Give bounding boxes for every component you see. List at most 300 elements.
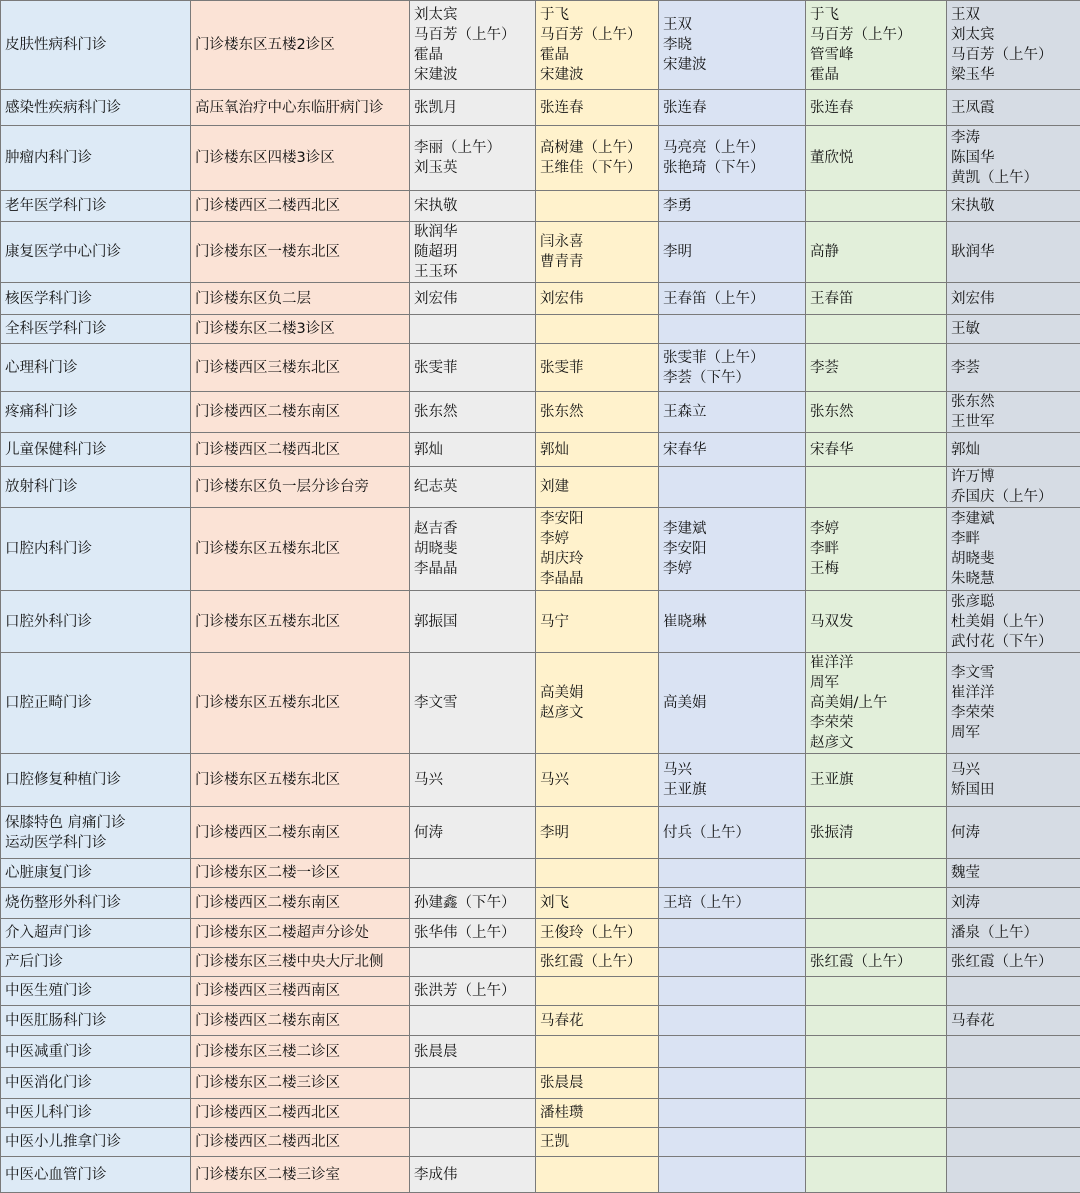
day-4-cell xyxy=(806,1,947,90)
clinic-text: 中医肛肠科门诊 xyxy=(5,1011,186,1031)
day-2-text: 王维佳（下午） xyxy=(540,158,654,178)
location-text: 门诊楼西区二楼西北区 xyxy=(195,1132,405,1152)
table-row xyxy=(1,1006,1080,1036)
day-4-cell xyxy=(806,888,947,919)
clinic-cell xyxy=(1,222,191,283)
day-3-cell xyxy=(659,591,806,653)
day-1-cell xyxy=(410,433,536,467)
location-text: 门诊楼西区二楼东南区 xyxy=(195,1011,405,1031)
day-4-text: 李婷 xyxy=(810,519,942,539)
clinic-cell xyxy=(1,467,191,508)
clinic-cell xyxy=(1,283,191,315)
day-4-text: 于飞 xyxy=(810,5,942,25)
day-3-cell xyxy=(659,392,806,433)
day-2-text: 王俊玲（上午） xyxy=(540,923,654,943)
clinic-cell xyxy=(1,1099,191,1128)
day-2-text: 马兴 xyxy=(540,770,654,790)
table-row xyxy=(1,888,1080,919)
day-5-text: 张红霞（上午） xyxy=(951,952,1076,972)
day-5-text: 刘宏伟 xyxy=(951,289,1076,309)
day-5-cell xyxy=(947,1099,1080,1128)
clinic-text: 心理科门诊 xyxy=(5,358,186,378)
day-1-cell xyxy=(410,807,536,859)
day-5-cell xyxy=(947,344,1080,392)
clinic-text: 介入超声门诊 xyxy=(5,923,186,943)
day-2-cell xyxy=(536,1128,659,1157)
day-2-cell xyxy=(536,392,659,433)
day-5-text: 李涛 xyxy=(951,128,1076,148)
day-1-cell xyxy=(410,1128,536,1157)
day-3-text: 李安阳 xyxy=(663,539,801,559)
day-2-text: 张雯菲 xyxy=(540,358,654,378)
day-1-cell xyxy=(410,591,536,653)
clinic-cell xyxy=(1,919,191,948)
table-row xyxy=(1,344,1080,392)
day-3-cell xyxy=(659,344,806,392)
location-cell xyxy=(191,919,410,948)
day-5-text: 潘泉（上午） xyxy=(951,923,1076,943)
location-cell xyxy=(191,508,410,591)
location-text: 门诊楼西区二楼东南区 xyxy=(195,823,405,843)
day-2-text: 刘宏伟 xyxy=(540,289,654,309)
day-5-text: 黄凯（上午） xyxy=(951,168,1076,188)
day-5-cell xyxy=(947,591,1080,653)
table-row xyxy=(1,467,1080,508)
day-3-cell xyxy=(659,919,806,948)
day-5-cell xyxy=(947,508,1080,591)
location-cell xyxy=(191,1006,410,1036)
day-1-text: 郭灿 xyxy=(414,440,531,460)
day-5-cell xyxy=(947,1006,1080,1036)
day-1-text: 何涛 xyxy=(414,823,531,843)
clinic-cell xyxy=(1,191,191,222)
day-3-text: 宋建波 xyxy=(663,55,801,75)
day-5-text: 张彦聪 xyxy=(951,592,1076,612)
day-1-text: 郭振国 xyxy=(414,612,531,632)
location-cell xyxy=(191,1128,410,1157)
location-cell xyxy=(191,1036,410,1068)
day-3-cell xyxy=(659,508,806,591)
day-4-cell xyxy=(806,754,947,807)
day-3-text: 崔晓琳 xyxy=(663,612,801,632)
day-2-cell xyxy=(536,191,659,222)
location-cell xyxy=(191,126,410,191)
day-4-cell xyxy=(806,948,947,977)
day-5-text: 刘涛 xyxy=(951,893,1076,913)
day-2-text: 高美娟 xyxy=(540,683,654,703)
day-1-cell xyxy=(410,1157,536,1193)
day-3-cell xyxy=(659,754,806,807)
clinic-text: 中医生殖门诊 xyxy=(5,981,186,1001)
day-4-text: 王梅 xyxy=(810,559,942,579)
location-cell xyxy=(191,467,410,508)
day-2-text: 马百芳（上午） xyxy=(540,25,654,45)
day-3-cell xyxy=(659,283,806,315)
day-4-cell xyxy=(806,591,947,653)
table-row xyxy=(1,191,1080,222)
day-1-cell xyxy=(410,1006,536,1036)
day-1-cell xyxy=(410,1099,536,1128)
day-4-text: 李荣荣 xyxy=(810,713,942,733)
day-2-cell xyxy=(536,315,659,344)
day-3-text: 李明 xyxy=(663,242,801,262)
location-text: 门诊楼西区二楼东南区 xyxy=(195,893,405,913)
day-1-cell xyxy=(410,948,536,977)
day-1-text: 李文雪 xyxy=(414,693,531,713)
day-5-text: 李畔 xyxy=(951,529,1076,549)
day-1-cell xyxy=(410,392,536,433)
clinic-text: 放射科门诊 xyxy=(5,477,186,497)
day-5-text: 马春花 xyxy=(951,1011,1076,1031)
location-cell xyxy=(191,433,410,467)
day-3-cell xyxy=(659,977,806,1006)
clinic-text: 烧伤整形外科门诊 xyxy=(5,893,186,913)
day-3-cell xyxy=(659,433,806,467)
day-2-cell xyxy=(536,1068,659,1099)
day-1-text: 孙建鑫（下午） xyxy=(414,893,531,913)
day-5-cell xyxy=(947,191,1080,222)
clinic-cell xyxy=(1,807,191,859)
day-5-cell xyxy=(947,977,1080,1006)
day-1-cell xyxy=(410,1068,536,1099)
clinic-text: 中医心血管门诊 xyxy=(5,1165,186,1185)
clinic-cell xyxy=(1,653,191,754)
table-row xyxy=(1,1068,1080,1099)
day-3-text: 李晓 xyxy=(663,35,801,55)
clinic-cell xyxy=(1,754,191,807)
clinic-cell xyxy=(1,315,191,344)
day-5-cell xyxy=(947,283,1080,315)
day-4-cell xyxy=(806,467,947,508)
day-3-text: 李建斌 xyxy=(663,519,801,539)
day-5-cell xyxy=(947,222,1080,283)
location-cell xyxy=(191,888,410,919)
day-3-text: 李勇 xyxy=(663,196,801,216)
location-cell xyxy=(191,90,410,126)
day-1-text: 赵吉香 xyxy=(414,519,531,539)
day-2-cell xyxy=(536,1,659,90)
day-2-cell xyxy=(536,888,659,919)
day-2-cell xyxy=(536,859,659,888)
day-4-cell xyxy=(806,1128,947,1157)
day-4-text: 王春笛 xyxy=(810,289,942,309)
day-4-text: 高静 xyxy=(810,242,942,262)
location-cell xyxy=(191,859,410,888)
day-4-cell xyxy=(806,392,947,433)
day-5-text: 周军 xyxy=(951,723,1076,743)
day-2-text: 张红霞（上午） xyxy=(540,952,654,972)
table-row xyxy=(1,315,1080,344)
day-5-text: 宋执敬 xyxy=(951,196,1076,216)
day-5-text: 武付花（下午） xyxy=(951,632,1076,652)
day-2-text: 闫永喜 xyxy=(540,232,654,252)
day-2-text: 张连春 xyxy=(540,98,654,118)
day-3-text: 王亚旗 xyxy=(663,780,801,800)
day-5-cell xyxy=(947,315,1080,344)
day-4-text: 霍晶 xyxy=(810,65,942,85)
clinic-text: 口腔正畸门诊 xyxy=(5,693,186,713)
day-3-cell xyxy=(659,90,806,126)
clinic-cell xyxy=(1,90,191,126)
clinic-cell xyxy=(1,508,191,591)
day-2-cell xyxy=(536,90,659,126)
clinic-cell xyxy=(1,1128,191,1157)
clinic-text: 核医学科门诊 xyxy=(5,289,186,309)
day-3-text: 宋春华 xyxy=(663,440,801,460)
day-2-text: 李明 xyxy=(540,823,654,843)
day-2-text: 胡庆玲 xyxy=(540,549,654,569)
day-5-text: 魏莹 xyxy=(951,863,1076,883)
table-row xyxy=(1,1099,1080,1128)
table-row xyxy=(1,754,1080,807)
day-4-text: 张东然 xyxy=(810,402,942,422)
day-2-cell xyxy=(536,754,659,807)
day-1-cell xyxy=(410,467,536,508)
day-3-cell xyxy=(659,126,806,191)
day-4-text: 马双发 xyxy=(810,612,942,632)
clinic-cell xyxy=(1,392,191,433)
clinic-text: 心脏康复门诊 xyxy=(5,863,186,883)
day-3-text: 王双 xyxy=(663,15,801,35)
day-5-text: 王世军 xyxy=(951,412,1076,432)
day-5-cell xyxy=(947,653,1080,754)
clinic-text: 皮肤性病科门诊 xyxy=(5,35,186,55)
day-1-text: 张雯菲 xyxy=(414,358,531,378)
day-5-text: 王凤霞 xyxy=(951,98,1076,118)
location-cell xyxy=(191,591,410,653)
location-cell xyxy=(191,191,410,222)
day-2-text: 赵彦文 xyxy=(540,703,654,723)
day-3-text: 马兴 xyxy=(663,760,801,780)
day-2-text: 马春花 xyxy=(540,1011,654,1031)
day-3-cell xyxy=(659,1,806,90)
day-2-cell xyxy=(536,1036,659,1068)
day-5-text: 许万博 xyxy=(951,467,1076,487)
day-1-text: 张华伟（上午） xyxy=(414,923,531,943)
day-1-cell xyxy=(410,919,536,948)
day-2-text: 王凯 xyxy=(540,1132,654,1152)
day-1-text: 刘太宾 xyxy=(414,5,531,25)
day-4-cell xyxy=(806,191,947,222)
day-2-text: 郭灿 xyxy=(540,440,654,460)
day-1-cell xyxy=(410,1036,536,1068)
location-cell xyxy=(191,315,410,344)
day-2-text: 张东然 xyxy=(540,402,654,422)
day-2-cell xyxy=(536,467,659,508)
clinic-cell xyxy=(1,888,191,919)
day-3-text: 李荟（下午） xyxy=(663,368,801,388)
day-5-text: 李建斌 xyxy=(951,509,1076,529)
day-2-text: 张晨晨 xyxy=(540,1073,654,1093)
day-4-text: 张红霞（上午） xyxy=(810,952,942,972)
day-4-cell xyxy=(806,222,947,283)
day-2-text: 宋建波 xyxy=(540,65,654,85)
clinic-cell xyxy=(1,948,191,977)
location-text: 门诊楼东区五楼东北区 xyxy=(195,539,405,559)
day-2-text: 于飞 xyxy=(540,5,654,25)
clinic-cell xyxy=(1,1006,191,1036)
day-1-text: 马百芳（上午） xyxy=(414,25,531,45)
day-5-cell xyxy=(947,807,1080,859)
day-5-cell xyxy=(947,467,1080,508)
location-cell xyxy=(191,807,410,859)
day-1-cell xyxy=(410,888,536,919)
clinic-cell xyxy=(1,1036,191,1068)
day-2-cell xyxy=(536,508,659,591)
clinic-text: 运动医学科门诊 xyxy=(5,833,186,853)
day-3-text: 张雯菲（上午） xyxy=(663,348,801,368)
day-1-text: 李晶晶 xyxy=(414,559,531,579)
location-cell xyxy=(191,344,410,392)
clinic-cell xyxy=(1,977,191,1006)
day-3-cell xyxy=(659,1068,806,1099)
day-2-cell xyxy=(536,919,659,948)
location-text: 门诊楼西区三楼西南区 xyxy=(195,981,405,1001)
day-1-text: 霍晶 xyxy=(414,45,531,65)
schedule-body xyxy=(1,1,1080,1193)
location-cell xyxy=(191,948,410,977)
clinic-text: 口腔外科门诊 xyxy=(5,612,186,632)
day-4-text: 赵彦文 xyxy=(810,733,942,753)
day-3-cell xyxy=(659,888,806,919)
day-1-text: 刘宏伟 xyxy=(414,289,531,309)
day-5-cell xyxy=(947,1,1080,90)
day-3-text: 高美娟 xyxy=(663,693,801,713)
clinic-cell xyxy=(1,859,191,888)
clinic-text: 中医儿科门诊 xyxy=(5,1103,186,1123)
day-2-cell xyxy=(536,433,659,467)
location-cell xyxy=(191,1,410,90)
day-2-text: 霍晶 xyxy=(540,45,654,65)
day-3-text: 李婷 xyxy=(663,559,801,579)
day-1-cell xyxy=(410,653,536,754)
location-text: 门诊楼东区一楼东北区 xyxy=(195,242,405,262)
day-1-text: 耿润华 xyxy=(414,222,531,242)
day-5-cell xyxy=(947,859,1080,888)
day-5-text: 梁玉华 xyxy=(951,65,1076,85)
day-2-text: 曹青青 xyxy=(540,252,654,272)
day-5-cell xyxy=(947,1157,1080,1193)
day-2-cell xyxy=(536,591,659,653)
day-2-text: 刘建 xyxy=(540,477,654,497)
day-5-text: 郭灿 xyxy=(951,440,1076,460)
day-5-cell xyxy=(947,754,1080,807)
day-3-cell xyxy=(659,653,806,754)
day-3-cell xyxy=(659,315,806,344)
day-2-text: 刘飞 xyxy=(540,893,654,913)
day-5-text: 朱晓慧 xyxy=(951,569,1076,589)
day-2-cell xyxy=(536,1099,659,1128)
clinic-cell xyxy=(1,126,191,191)
day-4-text: 李荟 xyxy=(810,358,942,378)
day-1-text: 张凯月 xyxy=(414,98,531,118)
day-4-cell xyxy=(806,1157,947,1193)
day-1-cell xyxy=(410,191,536,222)
table-row xyxy=(1,653,1080,754)
day-3-text: 马亮亮（上午） xyxy=(663,138,801,158)
day-4-cell xyxy=(806,977,947,1006)
clinic-text: 肿瘤内科门诊 xyxy=(5,148,186,168)
day-2-text: 李婷 xyxy=(540,529,654,549)
location-cell xyxy=(191,222,410,283)
day-4-cell xyxy=(806,508,947,591)
location-text: 高压氧治疗中心东临肝病门诊 xyxy=(195,98,405,118)
location-text: 门诊楼东区负一层分诊台旁 xyxy=(195,477,405,497)
day-3-cell xyxy=(659,807,806,859)
day-1-text: 王玉环 xyxy=(414,262,531,282)
location-text: 门诊楼西区二楼西北区 xyxy=(195,1103,405,1123)
clinic-text: 口腔内科门诊 xyxy=(5,539,186,559)
day-1-cell xyxy=(410,126,536,191)
day-5-text: 李文雪 xyxy=(951,663,1076,683)
clinic-cell xyxy=(1,1068,191,1099)
table-row xyxy=(1,1128,1080,1157)
day-3-cell xyxy=(659,1036,806,1068)
day-1-text: 宋执敬 xyxy=(414,196,531,216)
day-3-cell xyxy=(659,1006,806,1036)
day-3-cell xyxy=(659,1157,806,1193)
day-4-cell xyxy=(806,859,947,888)
day-3-cell xyxy=(659,222,806,283)
location-cell xyxy=(191,754,410,807)
table-row xyxy=(1,392,1080,433)
location-text: 门诊楼东区五楼东北区 xyxy=(195,693,405,713)
day-4-text: 周军 xyxy=(810,673,942,693)
clinic-text: 中医小儿推拿门诊 xyxy=(5,1132,186,1152)
day-5-text: 张东然 xyxy=(951,392,1076,412)
day-5-cell xyxy=(947,1128,1080,1157)
clinic-cell xyxy=(1,1157,191,1193)
day-4-cell xyxy=(806,653,947,754)
day-4-text: 马百芳（上午） xyxy=(810,25,942,45)
location-cell xyxy=(191,1099,410,1128)
day-2-text: 马宁 xyxy=(540,612,654,632)
day-3-text: 王森立 xyxy=(663,402,801,422)
location-text: 门诊楼东区二楼三诊室 xyxy=(195,1165,405,1185)
table-row xyxy=(1,807,1080,859)
day-3-cell xyxy=(659,191,806,222)
day-3-text: 王培（上午） xyxy=(663,893,801,913)
day-5-cell xyxy=(947,948,1080,977)
location-text: 门诊楼东区五楼东北区 xyxy=(195,612,405,632)
day-4-cell xyxy=(806,90,947,126)
day-5-text: 胡晓斐 xyxy=(951,549,1076,569)
location-text: 门诊楼西区二楼东南区 xyxy=(195,402,405,422)
table-row xyxy=(1,591,1080,653)
day-5-cell xyxy=(947,888,1080,919)
table-row xyxy=(1,859,1080,888)
day-4-text: 李畔 xyxy=(810,539,942,559)
day-4-cell xyxy=(806,344,947,392)
day-1-text: 纪志英 xyxy=(414,477,531,497)
table-row xyxy=(1,948,1080,977)
day-2-cell xyxy=(536,344,659,392)
day-2-text: 潘桂瓒 xyxy=(540,1103,654,1123)
location-cell xyxy=(191,1068,410,1099)
day-4-cell xyxy=(806,807,947,859)
table-row xyxy=(1,977,1080,1006)
location-cell xyxy=(191,392,410,433)
clinic-text: 儿童保健科门诊 xyxy=(5,440,186,460)
day-4-text: 高美娟/上午 xyxy=(810,693,942,713)
day-1-cell xyxy=(410,315,536,344)
table-row xyxy=(1,508,1080,591)
day-5-text: 矫国田 xyxy=(951,780,1076,800)
clinic-text: 感染性疾病科门诊 xyxy=(5,98,186,118)
day-4-cell xyxy=(806,283,947,315)
day-5-text: 马兴 xyxy=(951,760,1076,780)
day-1-cell xyxy=(410,508,536,591)
